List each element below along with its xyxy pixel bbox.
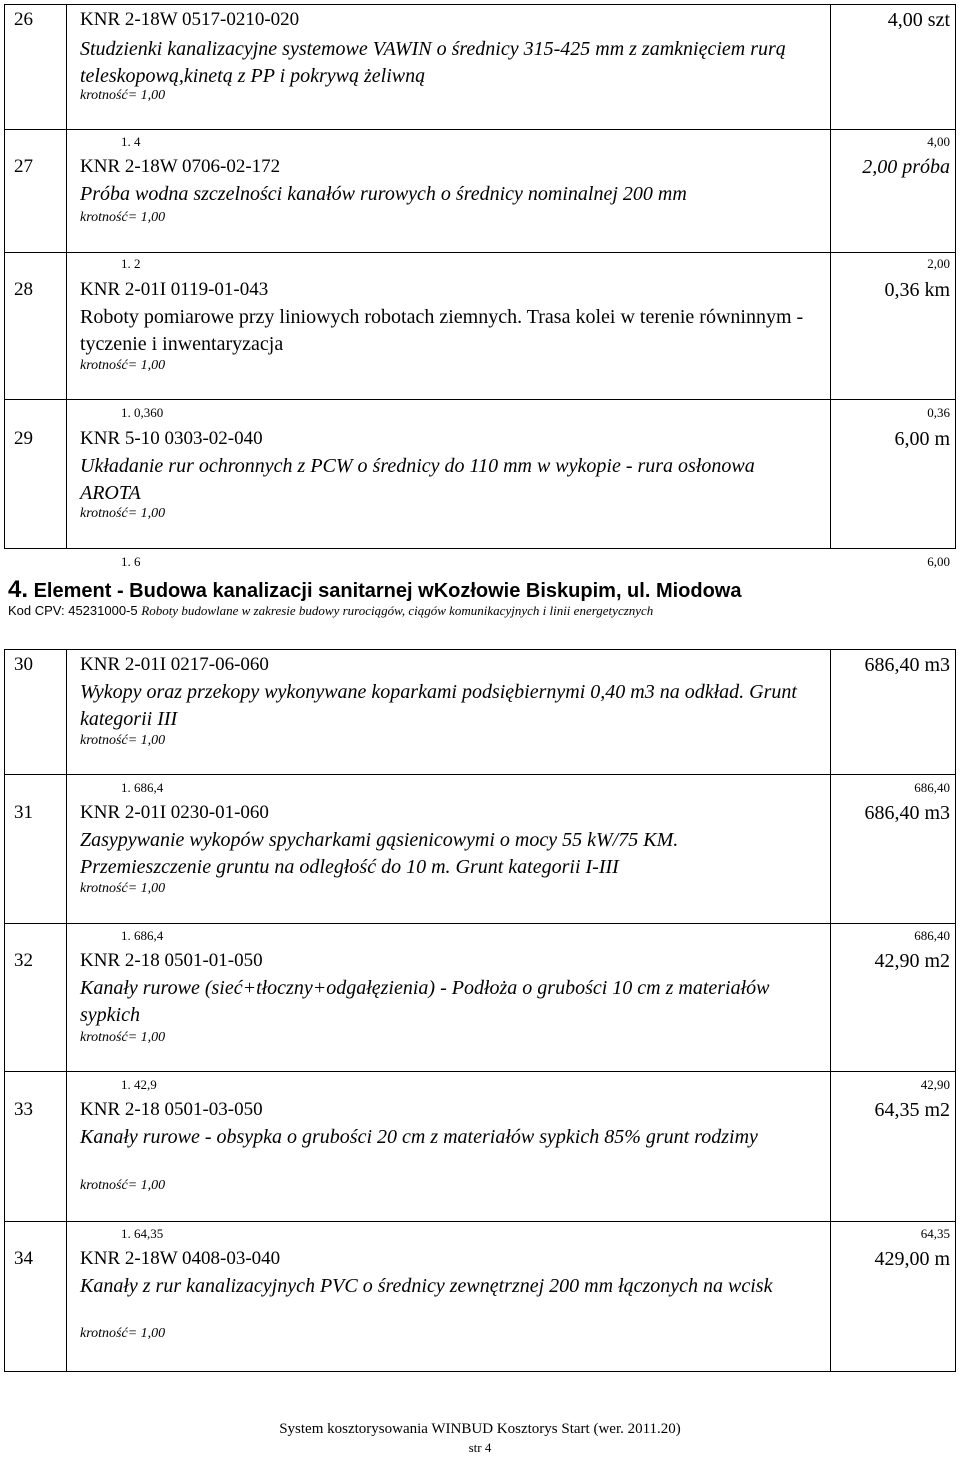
element-heading: [8, 576, 742, 604]
position-description: Kanały z rur kanalizacyjnych PVC o średnicy zewnętrznej 200 mm łączonych na wcisk: [80, 1275, 773, 1297]
col-divider-qty: [830, 4, 831, 548]
col-divider-num: [66, 649, 67, 1371]
multiplier: krotność= 1,00: [80, 1326, 166, 1341]
multiplier: krotność= 1,00: [80, 210, 166, 225]
position-number: 33: [14, 1099, 33, 1120]
position-description: Zasypywanie wykopów spycharkami gąsienicowymi o mocy 55 kW/75 KM. Przemieszczenie gruntu na odległość do 10 m. Grunt kategorii I-III: [80, 829, 679, 878]
calc-line: 1. 686,4: [121, 928, 164, 943]
norm-code: KNR 5-10 0303-02-040: [80, 428, 263, 449]
calc-line: 1. 0,360: [121, 405, 164, 420]
norm-code: KNR 2-01I 0119-01-043: [80, 279, 269, 300]
row-divider: [4, 1071, 956, 1072]
calc-result: 64,35: [920, 1226, 950, 1241]
row-divider: [4, 399, 956, 400]
calc-result: 0,36: [927, 405, 950, 420]
norm-code: KNR 2-18W 0408-03-040: [80, 1248, 281, 1269]
footer-software: System kosztorysowania WINBUD Kosztorys Start (wer. 2011.20): [279, 1421, 681, 1437]
calc-line: 1. 4: [121, 134, 141, 149]
element-number: 4.: [8, 576, 29, 603]
quantity: 64,35 m2: [874, 1099, 950, 1121]
quantity: 0,36 km: [884, 279, 950, 301]
position-number: 26: [14, 9, 33, 30]
position-description: Układanie rur ochronnych z PCW o średnicy do 110 mm w wykopie - rura osłonowa AROTA: [80, 455, 755, 504]
row-divider: [4, 1221, 956, 1222]
norm-code: KNR 2-18W 0706-02-172: [80, 156, 281, 177]
col-divider-qty: [830, 649, 831, 1371]
multiplier: krotność= 1,00: [80, 733, 166, 748]
calc-line: 1. 2: [121, 256, 141, 271]
position-number: 27: [14, 156, 33, 177]
multiplier: krotność= 1,00: [80, 881, 166, 896]
quantity: 686,40 m3: [864, 802, 950, 824]
position-description: Kanały rurowe - obsypka o grubości 20 cm z materiałów sypkich 85% grunt rodzimy: [80, 1126, 758, 1148]
quantity: 686,40 m3: [864, 654, 950, 676]
row-divider: [4, 923, 956, 924]
calc-result: 2,00: [927, 256, 950, 271]
position-number: 34: [14, 1248, 33, 1269]
multiplier: krotność= 1,00: [80, 88, 166, 103]
multiplier: krotność= 1,00: [80, 506, 166, 521]
position-description: Roboty pomiarowe przy liniowych robotach ziemnych. Trasa kolei w terenie równinnym - tyczenie i inwentaryzacja: [80, 306, 804, 355]
position-description: Studzienki kanalizacyjne systemowe VAWIN o średnicy 315-425 mm z zamknięciem rurą teleskopową,kinetą z PP i pokrywą żeliwną: [80, 38, 786, 87]
norm-code: KNR 2-18 0501-01-050: [80, 950, 263, 971]
quantity: 4,00 szt: [887, 9, 950, 31]
quantity: 2,00 próba: [862, 156, 950, 178]
calc-result: 686,40: [914, 928, 950, 943]
position-number: 29: [14, 428, 33, 449]
position-description: Kanały rurowe (sieć+tłoczny+odgałęzienia) - Podłoża o grubości 10 cm z materiałów sypkich: [80, 977, 770, 1026]
multiplier: krotność= 1,00: [80, 1030, 166, 1045]
quantity: 42,90 m2: [874, 950, 950, 972]
multiplier: krotność= 1,00: [80, 1178, 166, 1193]
cpv-description: Roboty budowlane w zakresie budowy rurociągów, ciągów komunikacyjnych i linii energetycznych: [141, 603, 654, 618]
norm-code: KNR 2-18W 0517-0210-020: [80, 9, 300, 30]
quantity: 6,00 m: [894, 428, 950, 450]
row-divider: [4, 252, 956, 253]
calc-line: 1. 42,9: [121, 1077, 157, 1092]
col-divider-num: [66, 4, 67, 548]
position-number: 31: [14, 802, 33, 823]
norm-code: KNR 2-01I 0217-06-060: [80, 654, 269, 675]
footer-page-number: str 4: [468, 1440, 492, 1455]
calc-result: 686,40: [914, 780, 950, 795]
cpv-line: [8, 603, 653, 619]
calc-result: 4,00: [927, 134, 950, 149]
position-number: 28: [14, 279, 33, 300]
cpv-code: Kod CPV: 45231000-5: [8, 603, 138, 618]
position-description: Wykopy oraz przekopy wykonywane koparkami podsiębiernymi 0,40 m3 na odkład. Grunt kategorii III: [80, 681, 797, 730]
quantity: 429,00 m: [874, 1248, 950, 1270]
calc-result: 42,90: [920, 1077, 950, 1092]
calc-line: 1. 6: [121, 554, 141, 569]
position-number: 32: [14, 950, 33, 971]
position-description: Próba wodna szczelności kanałów rurowych o średnicy nominalnej 200 mm: [80, 183, 687, 205]
calc-result: 6,00: [927, 554, 950, 569]
element-title: Element - Budowa kanalizacji sanitarnej wKozłowie Biskupim, ul. Miodowa: [33, 580, 742, 602]
calc-line: 1. 64,35: [121, 1226, 164, 1241]
position-number: 30: [14, 654, 33, 675]
row-divider: [4, 774, 956, 775]
norm-code: KNR 2-01I 0230-01-060: [80, 802, 269, 823]
calc-line: 1. 686,4: [121, 780, 164, 795]
row-divider: [4, 129, 956, 130]
multiplier: krotność= 1,00: [80, 358, 166, 373]
norm-code: KNR 2-18 0501-03-050: [80, 1099, 263, 1120]
